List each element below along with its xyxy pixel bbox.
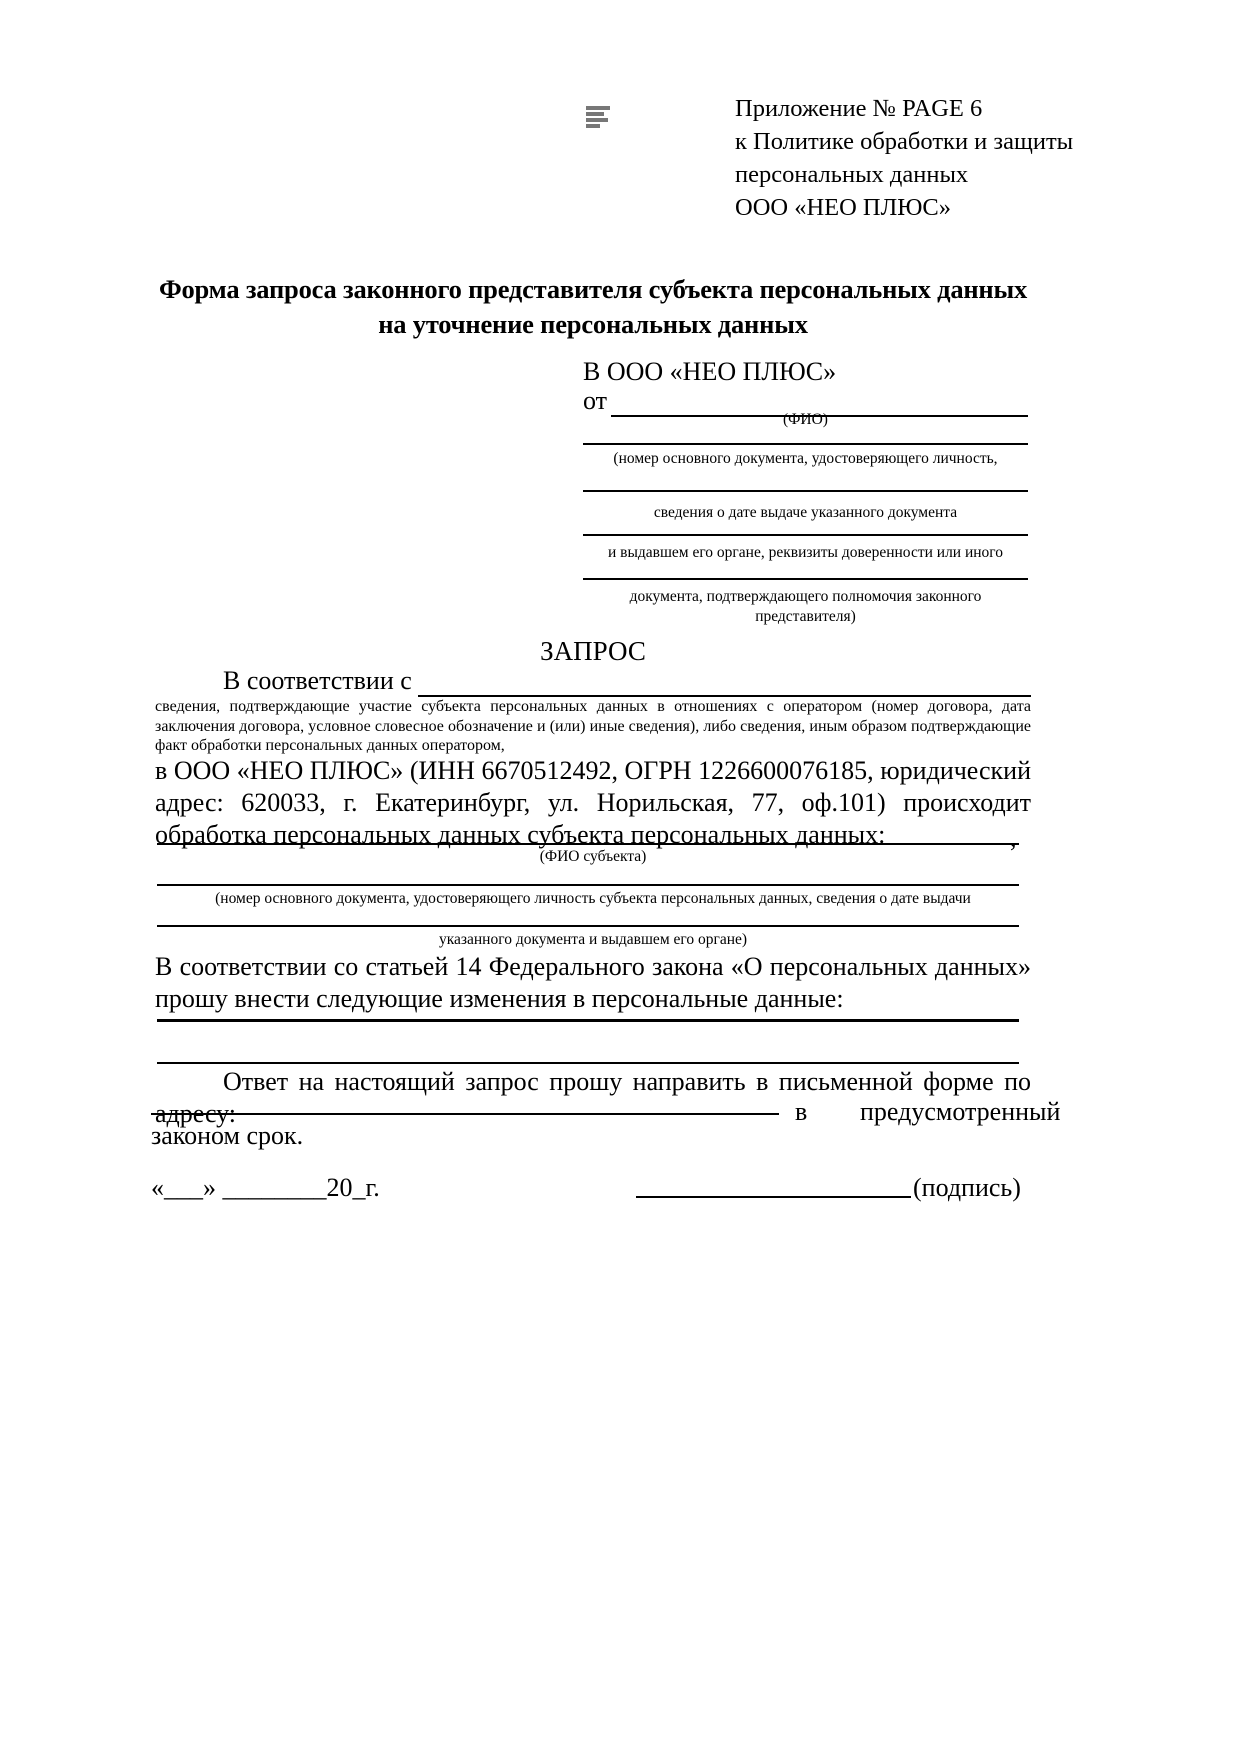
appendix-line-4: ООО «НЕО ПЛЮС»: [735, 194, 952, 221]
date-field[interactable]: «___» ________20_г.: [151, 1173, 380, 1202]
intro-row: [155, 665, 1031, 697]
from-doc-line-4[interactable]: [583, 578, 1028, 580]
law-paragraph: В соответствии со статьей 14 Федерального закона «О персональных данных» прошу внести следующие изменения в персональные данные:: [155, 952, 1031, 1013]
signature-line[interactable]: [636, 1196, 911, 1198]
changes-line-1[interactable]: [157, 1019, 1019, 1022]
answer-tail-v: в: [795, 1097, 808, 1126]
request-heading: ЗАПРОС: [540, 636, 646, 666]
operator-paragraph: в ООО «НЕО ПЛЮС» (ИНН 6670512492, ОГРН 1226600076185, юридический адрес: 620033, г. Екатеринбург, ул. Норильская, 77, оф.101) происходит обработка персональных данных субъекта персональных данных:: [155, 756, 1031, 849]
changes-line-2[interactable]: [157, 1062, 1019, 1064]
appendix-reference: [735, 92, 1205, 224]
appendix-line-2: к Политике обработки и защиты: [735, 128, 1074, 155]
page-title: Форма запроса законного представителя субъекта персональных данных на уточнение персональных данных: [158, 274, 1028, 339]
answer-paragraph: Ответ на настоящий запрос прошу направить в письменной форме по адресу:: [155, 1067, 1031, 1128]
subject-fio-comma: ,: [1010, 823, 1017, 852]
document-lines-icon: [586, 106, 612, 130]
appendix-line-1: Приложение № PAGE 6: [735, 95, 983, 122]
intro-input-line[interactable]: [418, 673, 1031, 697]
subject-doc-line-2[interactable]: [157, 925, 1019, 927]
from-label: от: [583, 386, 608, 415]
intro-caption: сведения, подтверждающие участие субъекта персональных данных в отношениях с оператором (номер договора, дата заключения договора, условное словесное обозначение и (или) иные сведения), либо сведения, иным образом подтверждающие факт обработки персональных данных оператором,: [155, 698, 1031, 754]
answer-address-line[interactable]: [151, 1113, 779, 1115]
signature-caption: (подпись): [913, 1173, 1021, 1202]
caption-doc-number: (номер основного документа, удостоверяющего личность,: [613, 450, 998, 467]
subject-fio-line[interactable]: [157, 843, 1019, 845]
intro-label: В соответствии с: [223, 666, 412, 695]
answer-tail-word: предусмотренный: [860, 1097, 1061, 1126]
caption-subject-fio: (ФИО субъекта): [539, 848, 647, 865]
caption-doc-organ: и выдавшем его органе, реквизиты доверенности или иного: [607, 544, 1004, 561]
appendix-line-3: персональных данных: [735, 161, 969, 188]
from-doc-line-2[interactable]: [583, 490, 1028, 492]
from-doc-line-3[interactable]: [583, 534, 1028, 536]
from-doc-line-1[interactable]: [583, 443, 1028, 445]
subject-doc-line-1[interactable]: [157, 884, 1019, 886]
caption-fio: (ФИО): [783, 411, 828, 428]
addressee-line: В ООО «НЕО ПЛЮС»: [583, 357, 837, 386]
caption-subject-doc: (номер основного документа, удостоверяющего личность субъекта персональных данных, сведения о дате выдачи: [215, 890, 971, 907]
caption-doc-date: сведения о дате выдаче указанного документа: [653, 504, 958, 521]
answer-tail-term: законом срок.: [151, 1121, 304, 1150]
caption-subject-organ: указанного документа и выдавшем его органе): [438, 931, 748, 948]
caption-doc-authority: документа, подтверждающего полномочия законного представителя): [629, 588, 982, 625]
